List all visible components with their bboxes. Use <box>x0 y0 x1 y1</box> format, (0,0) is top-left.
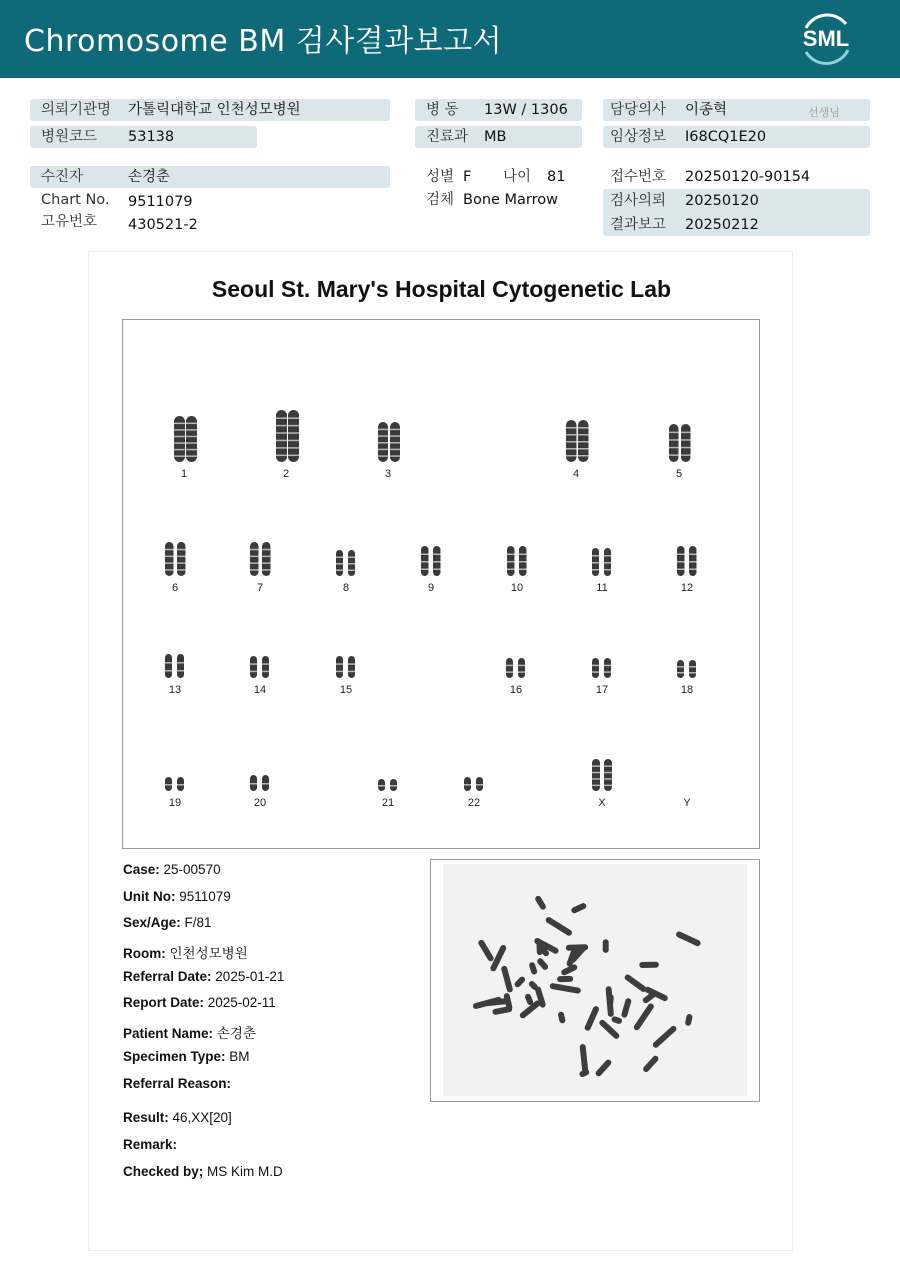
case-field-label: Remark: <box>123 1137 178 1152</box>
chromosome-label-1: 1 <box>180 468 188 480</box>
case-field-label: Patient Name: <box>123 1026 214 1041</box>
chromosome-label-16: 16 <box>509 684 523 696</box>
chromosome-pair-19 <box>155 775 195 793</box>
doctor-value: 이종혁 <box>685 102 728 118</box>
doctor-label: 담당의사 <box>610 102 667 118</box>
chromosome-pair-7 <box>240 540 280 578</box>
case-field-11 <box>123 1164 283 1179</box>
case-field-4 <box>123 969 284 984</box>
lab-title: Seoul St. Mary's Hospital Cytogenetic Lab <box>211 276 672 302</box>
case-field-value: BM <box>225 1049 250 1064</box>
case-field-2 <box>123 915 212 930</box>
ward-value: 13W / 1306 <box>484 102 568 118</box>
specimen-value: Bone Marrow <box>463 192 559 208</box>
case-field-9 <box>123 1110 232 1125</box>
chromosome-label-11: 11 <box>596 582 608 594</box>
case-field-6 <box>123 1022 256 1042</box>
chromosome-label-22: 22 <box>467 797 481 809</box>
chromosome-pair-2 <box>266 408 306 464</box>
metaphase-image-panel <box>430 859 760 1102</box>
case-field-value: 인천성모병원 <box>165 946 248 961</box>
dept-label: 진료과 <box>426 129 469 145</box>
case-field-value: MS Kim M.D <box>203 1164 283 1179</box>
chromosome-pair-18 <box>667 658 707 680</box>
chromosome-label-6: 6 <box>171 582 179 594</box>
chromosome-pair-21 <box>368 777 408 793</box>
case-field-label: Specimen Type: <box>123 1049 226 1064</box>
case-field-label: Referral Reason: <box>123 1076 232 1091</box>
chromosome-label-3: 3 <box>384 468 392 480</box>
chromosome-pair-5 <box>659 422 699 464</box>
chromosome-pair-14 <box>240 654 280 680</box>
result-report-label: 결과보고 <box>610 217 667 233</box>
case-field-0 <box>123 862 221 877</box>
cytogenetic-report <box>88 251 793 1251</box>
age-label: 나이 <box>503 169 532 185</box>
chromosome-label-19: 19 <box>168 797 182 809</box>
institution-label: 의뢰기관명 <box>41 102 112 118</box>
chromosome-pair-17 <box>582 656 622 680</box>
chromosome-label-5: 5 <box>675 468 683 480</box>
chromosome-label-10: 10 <box>510 582 524 594</box>
hospital-code-label: 병원코드 <box>41 129 98 145</box>
chromosome-pair-8 <box>326 548 366 578</box>
case-field-value: 25-00570 <box>159 862 221 877</box>
case-field-1 <box>123 889 231 904</box>
case-field-label: Unit No: <box>123 889 176 904</box>
ward-label: 병 동 <box>426 102 459 118</box>
chromosome-label-9: 9 <box>427 582 435 594</box>
chromosome-label-20: 20 <box>253 797 267 809</box>
logo-text: SML <box>802 26 850 51</box>
chromosome-label-2: 2 <box>282 468 290 480</box>
metaphase-image <box>431 860 759 1101</box>
karyotype-panel <box>122 319 760 849</box>
chromosome-pair-15 <box>326 654 366 680</box>
chromosome-pair-10 <box>497 544 537 578</box>
chromosome-pair-11 <box>582 546 622 578</box>
case-field-value: 9511079 <box>175 889 231 904</box>
chromosome-label-13: 13 <box>168 684 182 696</box>
sex-value: F <box>463 169 472 185</box>
case-field-label: Case: <box>123 862 160 877</box>
chart-no-label: Chart No. <box>41 192 110 208</box>
case-field-10 <box>123 1137 177 1152</box>
case-field-label: Report Date: <box>123 995 205 1010</box>
chromosome-pair-22 <box>454 775 494 793</box>
chromosome-label-15: 15 <box>339 684 353 696</box>
hospital-code-value: 53138 <box>128 129 175 145</box>
clinical-value: I68CQ1E20 <box>685 129 767 145</box>
result-report-value: 20250212 <box>685 217 759 233</box>
chromosome-pair-3 <box>368 420 408 464</box>
chromosome-label-14: 14 <box>253 684 267 696</box>
case-field-3 <box>123 942 248 962</box>
clinical-label: 임상정보 <box>610 129 667 145</box>
chromosome-label-17: 17 <box>595 684 609 696</box>
receipt-value: 20250120-90154 <box>685 169 811 185</box>
case-field-label: Result: <box>123 1110 169 1125</box>
unique-no-value: 430521-2 <box>128 217 198 233</box>
chromosome-label-12: 12 <box>680 582 694 594</box>
case-field-value: 2025-01-21 <box>211 969 285 984</box>
chromosome-label-4: 4 <box>572 468 580 480</box>
case-field-value: 2025-02-11 <box>204 995 276 1010</box>
case-field-label: Checked by; <box>123 1164 204 1179</box>
doctor-suffix: 선생님 <box>808 106 840 119</box>
chromosome-label-7: 7 <box>256 582 264 594</box>
case-field-label: Room: <box>123 946 166 961</box>
patient-name-value: 손경춘 <box>128 169 171 185</box>
patient-label: 수진자 <box>41 169 84 185</box>
chromosome-pair-16 <box>496 656 536 680</box>
case-field-label: Sex/Age: <box>123 915 181 930</box>
chromosome-pair-20 <box>240 773 280 793</box>
sex-label: 성별 <box>426 169 455 185</box>
case-field-value: 46,XX[20] <box>168 1110 232 1125</box>
patient-bar <box>30 166 390 188</box>
chart-no-value: 9511079 <box>128 194 193 210</box>
chromosome-pair-1 <box>164 414 204 464</box>
case-field-7 <box>123 1049 250 1064</box>
chromosome-label-y: Y <box>683 797 691 809</box>
case-field-value: 손경춘 <box>213 1026 256 1041</box>
chromosome-pair-4 <box>556 418 596 464</box>
institution-value: 가톨릭대학교 인천성모병원 <box>128 102 301 118</box>
chromosome-pair-12 <box>667 544 707 578</box>
chromosome-pair-13 <box>155 652 195 680</box>
chromosome-pair-x <box>582 757 622 793</box>
chromosome-label-x: X <box>598 797 606 809</box>
report-title: Chromosome BM 검사결과보고서 <box>24 24 503 59</box>
case-field-label: Referral Date: <box>123 969 212 984</box>
specimen-label: 검체 <box>426 192 455 208</box>
page-header <box>0 0 900 78</box>
case-field-8 <box>123 1076 231 1091</box>
dept-value: MB <box>484 129 507 145</box>
chromosome-pair-9 <box>411 544 451 578</box>
case-field-value: F/81 <box>180 915 212 930</box>
chromosome-label-8: 8 <box>342 582 350 594</box>
unique-no-label: 고유번호 <box>41 214 98 230</box>
case-field-5 <box>123 995 276 1010</box>
chromosome-label-21: 21 <box>381 797 395 809</box>
request-value: 20250120 <box>685 193 759 209</box>
age-value: 81 <box>547 169 566 185</box>
request-label: 검사의뢰 <box>610 193 667 209</box>
receipt-label: 접수번호 <box>610 169 667 185</box>
chromosome-label-18: 18 <box>680 684 694 696</box>
sml-logo <box>796 12 856 66</box>
chromosome-pair-6 <box>155 540 195 578</box>
